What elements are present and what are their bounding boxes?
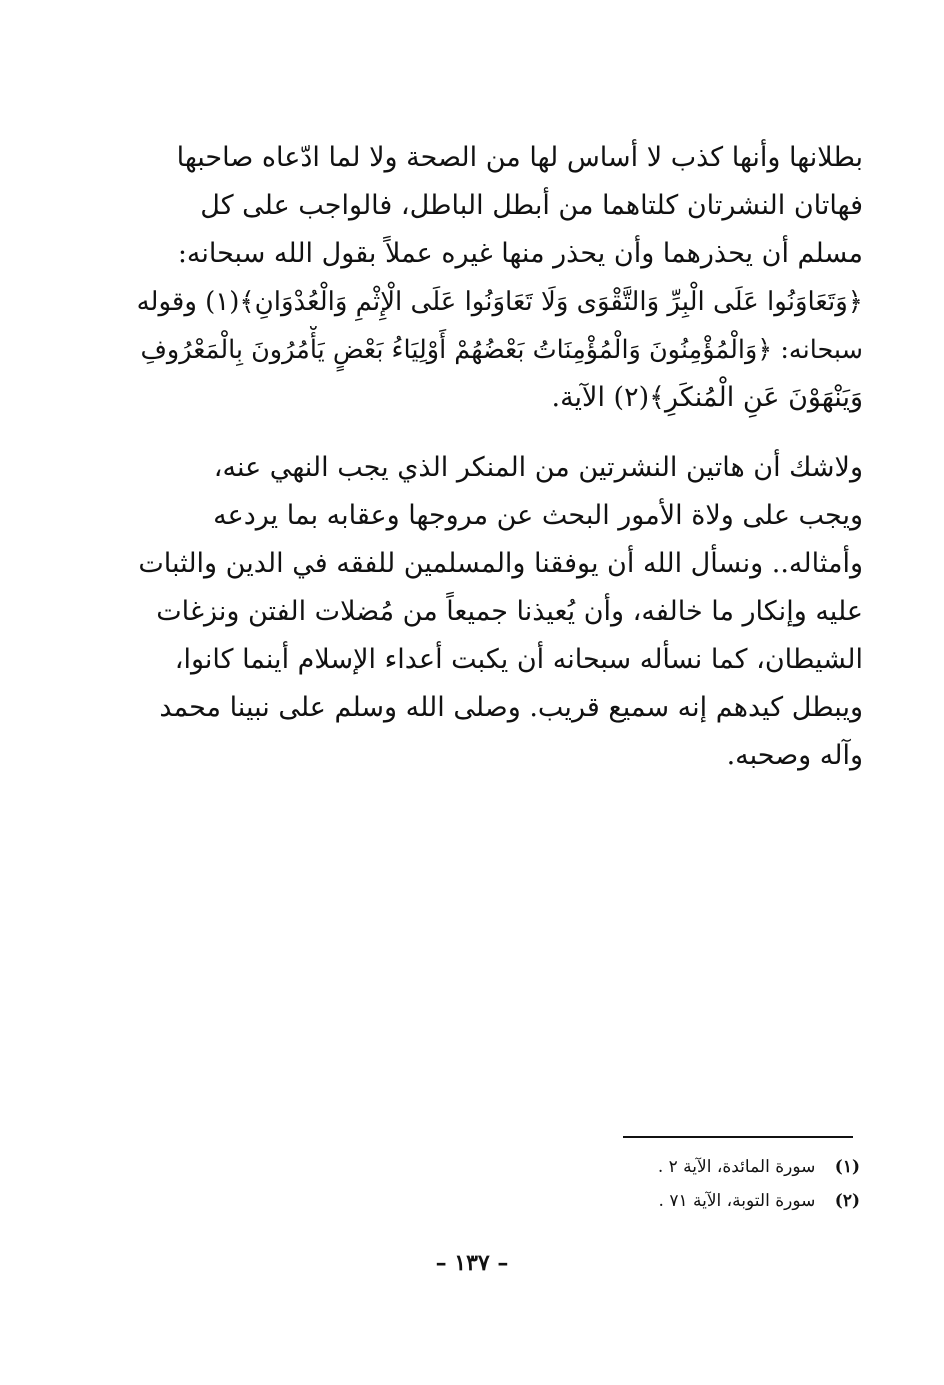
footnote-item: [500, 1184, 860, 1218]
text-line: الشيطان، كما نسأله سبحانه أن يكبت أعداء الإسلام أينما كانوا،: [174, 644, 863, 675]
text-line: ويجب على ولاة الأمور البحث عن مروجها وعقابه بما يردعه: [213, 500, 863, 531]
footnote-text: سورة المائدة، الآية ٢ .: [657, 1157, 816, 1177]
text-line: وآله وصحبه.: [726, 740, 863, 771]
footnote-divider: [623, 1136, 853, 1138]
text-line: بطلانها وأنها كذب لا أساس لها من الصحة ولا لما ادّعاه صاحبها: [176, 142, 863, 173]
paragraph-1: [128, 134, 863, 422]
text-line: فهاتان النشرتان كلتاهما من أبطل الباطل، فالواجب على كل: [200, 190, 863, 221]
footnotes: [500, 1150, 860, 1218]
text-line: وأمثاله.. ونسأل الله أن يوفقنا والمسلمين للفقه في الدين والثبات: [138, 548, 863, 579]
footnote-number: (٢): [834, 1191, 860, 1211]
text-line: مسلم أن يحذرهما وأن يحذر منها غيره عملاً بقول الله سبحانه:: [177, 238, 863, 269]
footnote-number: (١): [834, 1157, 860, 1177]
quran-verse-line: وَيَنْهَوْنَ عَنِ الْمُنكَرِ﴾(٢) الآية.: [551, 382, 863, 413]
footnote-item: [500, 1150, 860, 1184]
page-number: – ١٣٧ –: [435, 1250, 509, 1276]
footnote-text: سورة التوبة، الآية ٧١ .: [658, 1191, 816, 1211]
text-line: ويبطل كيدهم إنه سميع قريب. وصلى الله وسلم على نبينا محمد: [159, 692, 863, 723]
quran-verse-line: سبحانه: ﴿وَالْمُؤْمِنُونَ وَالْمُؤْمِنَاتُ بَعْضُهُمْ أَوْلِيَاءُ بَعْضٍ يَأْمُرُونَ بِالْمَعْرُوفِ: [140, 335, 863, 365]
text-line: ولاشك أن هاتين النشرتين من المنكر الذي يجب النهي عنه،: [213, 452, 863, 483]
quran-verse-line: ﴿وَتَعَاوَنُوا عَلَى الْبِرِّ وَالتَّقْوَى وَلَا تَعَاوَنُوا عَلَى الْإِثْمِ وَالْعُدْوَانِ﴾(١) وقوله: [136, 287, 863, 317]
text-line: عليه وإنكار ما خالفه، وأن يُعيذنا جميعاً من مُضلات الفتن ونزغات: [156, 596, 863, 627]
paragraph-2: [128, 444, 863, 780]
